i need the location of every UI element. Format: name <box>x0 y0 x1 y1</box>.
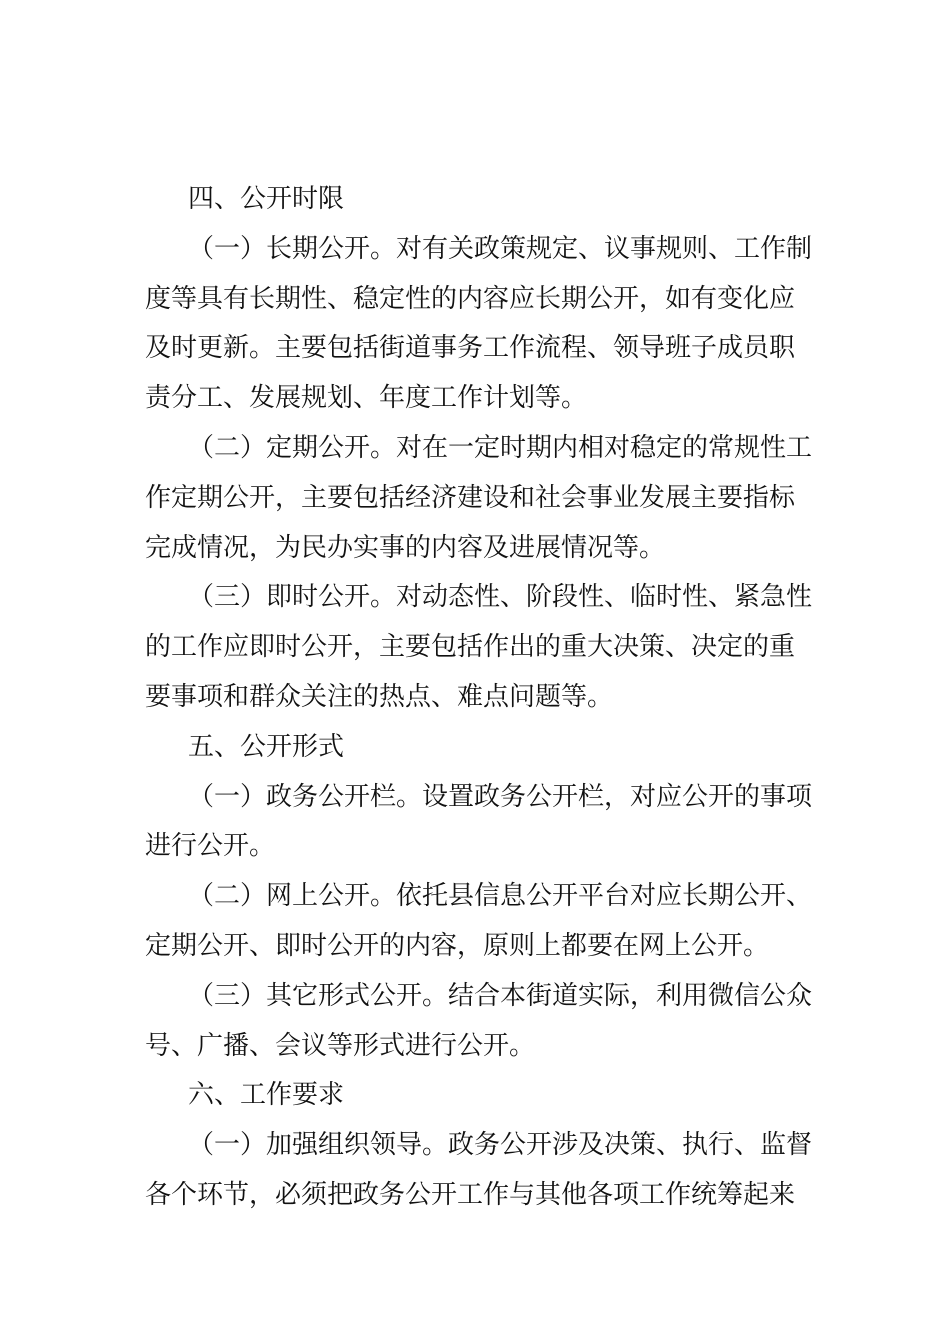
text-line: 六、工作要求 <box>188 1080 345 1111</box>
text-line: 定期公开、即时公开的内容，原则上都要在网上公开。 <box>145 930 770 961</box>
section-heading-6 <box>145 1071 811 1121</box>
text-line: 进行公开。 <box>145 831 276 862</box>
paragraph-periodic <box>145 424 811 573</box>
text-line: （三）其它形式公开。结合本街道实际，利用微信公众 <box>188 980 813 1011</box>
section-heading-5 <box>145 723 811 773</box>
text-line: （二）定期公开。对在一定时期内相对稳定的常规性工 <box>188 432 813 463</box>
text-line: （三）即时公开。对动态性、阶段性、临时性、紧急性 <box>188 582 813 613</box>
text-line: 号、广播、会议等形式进行公开。 <box>145 1030 536 1061</box>
text-line: 各个环节，必须把政务公开工作与其他各项工作统筹起来 <box>145 1179 796 1210</box>
paragraph-leadership <box>145 1121 811 1221</box>
text-line: （二）网上公开。依托县信息公开平台对应长期公开、 <box>188 881 813 912</box>
text-line: 的工作应即时公开，主要包括作出的重大决策、决定的重 <box>145 632 796 663</box>
text-line: 五、公开形式 <box>188 731 345 762</box>
text-line: 要事项和群众关注的热点、难点问题等。 <box>145 681 614 712</box>
paragraph-other-forms <box>145 972 811 1072</box>
body-text <box>145 175 811 1221</box>
text-line: 责分工、发展规划、年度工作计划等。 <box>145 383 588 414</box>
text-line: （一）政务公开栏。设置政务公开栏，对应公开的事项 <box>188 781 813 812</box>
text-line: （一）加强组织领导。政务公开涉及决策、执行、监督 <box>188 1130 813 1161</box>
paragraph-long-term <box>145 225 811 424</box>
text-line: 作定期公开，主要包括经济建设和社会事业发展主要指标 <box>145 482 796 513</box>
paragraph-bulletin-board <box>145 773 811 873</box>
text-line: 及时更新。主要包括街道事务工作流程、领导班子成员职 <box>145 333 796 364</box>
section-heading-4 <box>145 175 811 225</box>
text-line: 四、公开时限 <box>188 184 345 214</box>
text-line: 完成情况，为民办实事的内容及进展情况等。 <box>145 532 666 563</box>
text-line: （一）长期公开。对有关政策规定、议事规则、工作制 <box>188 233 813 264</box>
paragraph-online <box>145 872 811 972</box>
text-line: 度等具有长期性、稳定性的内容应长期公开，如有变化应 <box>145 283 796 314</box>
paragraph-immediate <box>145 573 811 722</box>
